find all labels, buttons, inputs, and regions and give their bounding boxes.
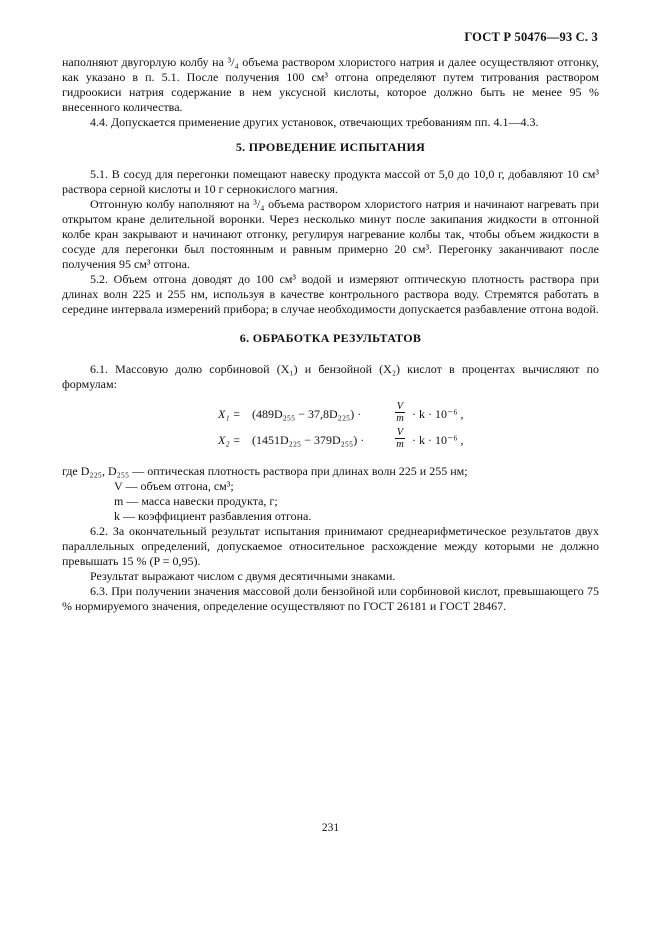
section-6-heading: 6. ОБРАБОТКА РЕЗУЛЬТАТОВ [239,331,422,345]
definition-where: где D₂₂₅, D₂₅₅ — оптическая плотность раствора при длинах волн 225 и 255 нм; [62,464,468,478]
formula-x2-expression: (1451D₂₂₅ − 379D₂₅₅) · [252,433,365,447]
paragraph-4-4: 4.4. Допускается применение других установок, отвечающих требованиям пп. 4.1—4.3. [90,115,539,129]
paragraph-6-2: 6.2. За окончательный результат испытания принимают среднеарифметическое результатов двух параллельных определений, допускаемое относительное расхождение между которыми не должно превышать 15 % (P = 0,95). [62,524,599,568]
formula-x1-expression: (489D₂₅₅ − 37,8D₂₂₅) · [252,407,362,421]
definition-v: V — объем отгона, см³; [114,479,234,493]
formula-x2-tail: · k · 10⁻⁶ , [412,433,464,447]
formula-x1-fraction [395,401,405,424]
formula-x2-denominator: m [396,439,404,450]
page-number: 231 [321,822,340,834]
paragraph-5-1: 5.1. В сосуд для перегонки помещают навеску продукта массой от 5,0 до 10,0 г, добавляют 10 см³ раствора серной кислоты и 10 г сернокислого магния. [62,167,599,196]
formulas [62,402,599,454]
section-5-heading: 5. ПРОВЕДЕНИЕ ИСПЫТАНИЯ [235,140,426,154]
formula-x1-lhs: X₁ = [218,407,241,421]
section-5-heading-wrap [62,140,599,155]
formula-x1-denominator: m [396,413,404,424]
document-body [62,55,599,614]
definition-m: m — масса навески продукта, г; [114,494,278,508]
paragraph-5-2: 5.2. Объем отгона доводят до 100 см³ водой и измеряют оптическую плотность раствора при длинах волн 225 и 255 нм, используя в качестве контрольного раствора воду. Стремятся работать в середине интервала измерений прибора; в случае необходимости допускается разбавление отгона водой. [62,272,599,316]
paragraph-6-2-result: Результат выражают числом с двумя десятичными знаками. [90,569,396,583]
formula-x2-lhs: X₂ = [218,433,241,447]
formula-x1 [62,402,599,428]
formula-x1-numerator: V [396,401,404,412]
formula-x2-fraction [395,427,405,450]
formula-x2 [62,428,599,454]
formula-x1-tail: · k · 10⁻⁶ , [412,407,464,421]
formula-definitions [62,464,599,524]
paragraph-5-1-continued: Отгонную колбу наполняют на ³/₄ объема раствором хлористого натрия и начинают нагревать при открытом кране делительной воронки. Через несколько минут после закипания жидкости в отгонной колбе кран закрывают и начинают отгонку, регулируя нагревание колбы так, чтобы объем жидкости в сосуде для перегонки был постоянным и равным примерно 20 см³. Перегонку заканчивают после получения 95 см³ отгона. [62,197,599,271]
definition-k: k — коэффициент разбавления отгона. [114,509,312,523]
section-6-heading-wrap [62,331,599,346]
paragraph-6-3: 6.3. При получении значения массовой доли бензойной или сорбиновой кислот, превышающего 75 % нормируемого значения, определение осуществляют по ГОСТ 26181 и ГОСТ 28467. [62,584,599,613]
intro-paragraph: наполняют двугорлую колбу на ³/₄ объема раствором хлористого натрия и далее осуществляют отгонку, как указано в п. 5.1. После получения 100 см³ отгона определяют путем титрования раствором гидроокиси натрия содержание в нем уксусной кислоты, которое должно быть не менее 95 % внесенного количества. [62,55,599,114]
page-header: ГОСТ Р 50476—93 С. 3 [464,30,598,44]
paragraph-6-1: 6.1. Массовую долю сорбиновой (X₁) и бензойной (X₂) кислот в процентах вычисляют по формулам: [62,362,599,391]
formula-x2-numerator: V [396,427,404,438]
